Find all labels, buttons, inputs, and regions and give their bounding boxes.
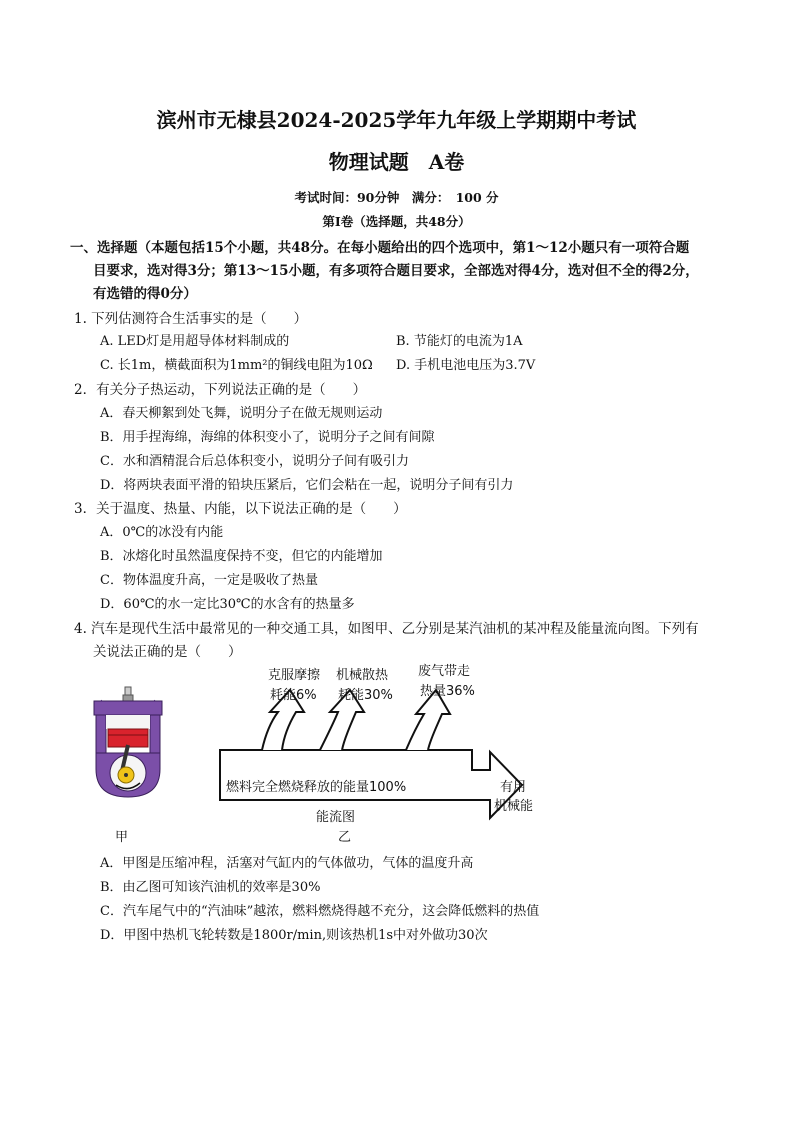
exam-info: 考试时间：90分钟 满分： 100 分 (294, 190, 499, 205)
question-4-stem-line2: 关说法正确的是（ ） (93, 644, 242, 660)
question-4-option-b: B．由乙图可知该汽油机的效率是30% (100, 880, 321, 895)
useful-energy-label-line1: 有用 (500, 780, 527, 795)
section-instructions-line1: 一、选择题（本题包括15个小题，共48分。在每小题给出的四个选项中，第1～12小题只有一项符合题 (70, 240, 690, 256)
question-3-option-a: A．0℃的冰没有内能 (100, 525, 224, 540)
question-2-option-a: A．春天柳絮到处飞舞，说明分子在做无规则运动 (100, 406, 383, 421)
section-instructions-line3: 有选错的得0分） (93, 286, 197, 302)
friction-label-line2: 耗能6% (270, 688, 317, 703)
question-1-option-b: B. 节能灯的电流为1A (396, 334, 523, 349)
question-1-option-a: A. LED灯是用超导体材料制成的 (100, 334, 290, 349)
exam-title: 滨州市无棣县2024-2025学年九年级上学期期中考试 (156, 108, 637, 132)
question-2-stem: 2．有关分子热运动，下列说法正确的是（ ） (74, 382, 367, 398)
question-3-stem: 3．关于温度、热量、内能，以下说法正确的是（ ） (74, 501, 407, 517)
question-2-option-b: B．用手捏海绵，海绵的体积变小了，说明分子之间有间隙 (100, 430, 435, 445)
question-4-option-a: A．甲图是压缩冲程，活塞对气缸内的气体做功，气体的温度升高 (100, 856, 474, 871)
question-4-stem-line1: 4. 汽车是现代生活中最常见的一种交通工具，如图甲、乙分别是某汽油机的某冲程及能量流向图。下列有 (74, 621, 699, 637)
figure-label-jia: 甲 (115, 830, 129, 845)
question-1-option-c: C. 长1m，横截面积为1mm²的铜线电阻为10Ω (100, 358, 373, 373)
energy-flow-caption: 能流图 (316, 810, 356, 825)
question-4-option-c: C．汽车尾气中的“汽油味”越浓，燃料燃烧得越不充分，这会降低燃料的热值 (100, 904, 540, 919)
input-energy-label: 燃料完全燃烧释放的能量100% (226, 780, 407, 795)
question-3-option-b: B．冰熔化时虽然温度保持不变，但它的内能增加 (100, 549, 383, 564)
question-2-option-d: D．将两块表面平滑的铅块压紧后，它们会粘在一起，说明分子间有引力 (100, 478, 514, 493)
useful-energy-label-line2: 机械能 (494, 799, 534, 814)
friction-label-line1: 克服摩擦 (268, 668, 321, 683)
figure-label-yi: 乙 (338, 830, 352, 845)
heat-label-line2: 耗能30% (338, 688, 393, 703)
engine-cylinder-figure (88, 685, 168, 805)
part-title: 第Ⅰ卷（选择题，共48分） (322, 214, 471, 229)
question-2-option-c: C．水和酒精混合后总体积变小，说明分子间有吸引力 (100, 454, 409, 469)
exhaust-label-line1: 废气带走 (418, 664, 471, 679)
question-3-option-d: D．60℃的水一定比30℃的水含有的热量多 (100, 597, 355, 612)
exhaust-label-line2: 热量36% (420, 684, 475, 699)
paper-subtitle: 物理试题 A卷 (328, 150, 465, 174)
question-1-stem: 1. 下列估测符合生活事实的是（ ） (74, 311, 308, 327)
question-4-option-d: D．甲图中热机飞轮转数是1800r/min,则该热机1s中对外做功30次 (100, 928, 488, 943)
heat-label-line1: 机械散热 (336, 668, 389, 683)
section-instructions-line2: 目要求，选对得3分；第13～15小题，有多项符合题目要求，全部选对得4分，选对但不全的得2分， (93, 263, 699, 279)
question-3-option-c: C．物体温度升高，一定是吸收了热量 (100, 573, 318, 588)
question-1-option-d: D. 手机电池电压为3.7V (396, 358, 536, 373)
